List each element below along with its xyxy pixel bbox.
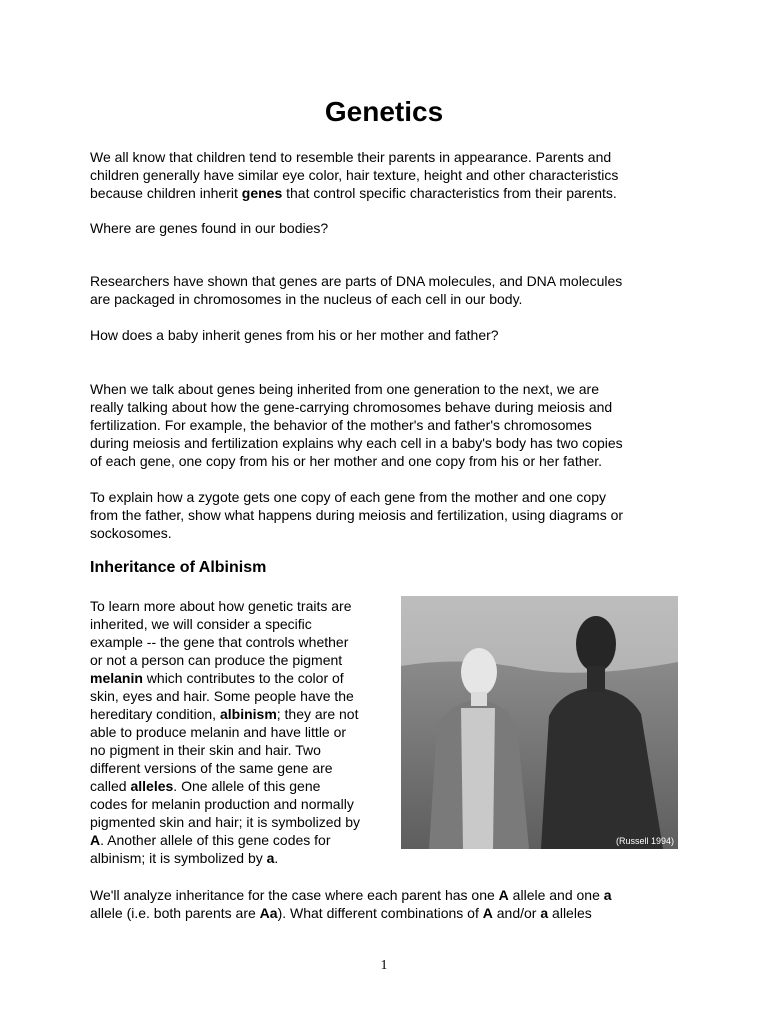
albinism-photo [401,596,678,849]
researchers-paragraph: Researchers have shown that genes are parts of DNA molecules, and DNA molecules are packaged in chromosomes in the nucleus of each cell in our body. [90,273,623,307]
question-genes-location: Where are genes found in our bodies? [90,220,329,236]
page-number: 1 [380,958,388,973]
meiosis-paragraph: When we talk about genes being inherited from one generation to the next, we are really talking about how the gene-carrying chromosomes behave during meiosis and fertilization. For example, the behavior of the mother's and father's chromosomes during meiosis and fertilization explains why each cell in a baby's body has two copies of each gene, one copy from his or her mother and one copy from his or her father. [90,381,623,469]
photo-illustration [401,596,678,849]
albinism-heading: Inheritance of Albinism [90,559,267,576]
page-title: Genetics [324,96,444,127]
analyze-paragraph: We'll analyze inheritance for the case where each parent has one A allele and one a allele (i.e. both parents are Aa). What different combinations of A and/or a alleles [90,887,612,921]
photo-caption: (Russell 1994) [615,836,674,846]
albinism-paragraph: To learn more about how genetic traits are inherited, we will consider a specific example -- the gene that controls whether or not a person can produce the pigment melanin which contributes to the color of skin, eyes and hair. Some people have the hereditary condition, albinism; they are not able to produce melanin and have little or no pigment in their skin and hair. Two different versions of the same gene are called alleles. One allele of this gene codes for melanin production and normally pigmented skin and hair; it is symbolized by A. Another allele of this gene codes for albinism; it is symbolized by a. [90,598,361,866]
question-inheritance: How does a baby inherit genes from his or her mother and father? [90,327,499,343]
intro-paragraph: We all know that children tend to resemble their parents in appearance. Parents and children generally have similar eye color, hair texture, height and other characteristics because children inherit genes that control specific characteristics from their parents. [90,149,619,201]
zygote-paragraph: To explain how a zygote gets one copy of each gene from the mother and one copy from the father, show what happens during meiosis and fertilization, using diagrams or sockosomes. [90,489,624,541]
